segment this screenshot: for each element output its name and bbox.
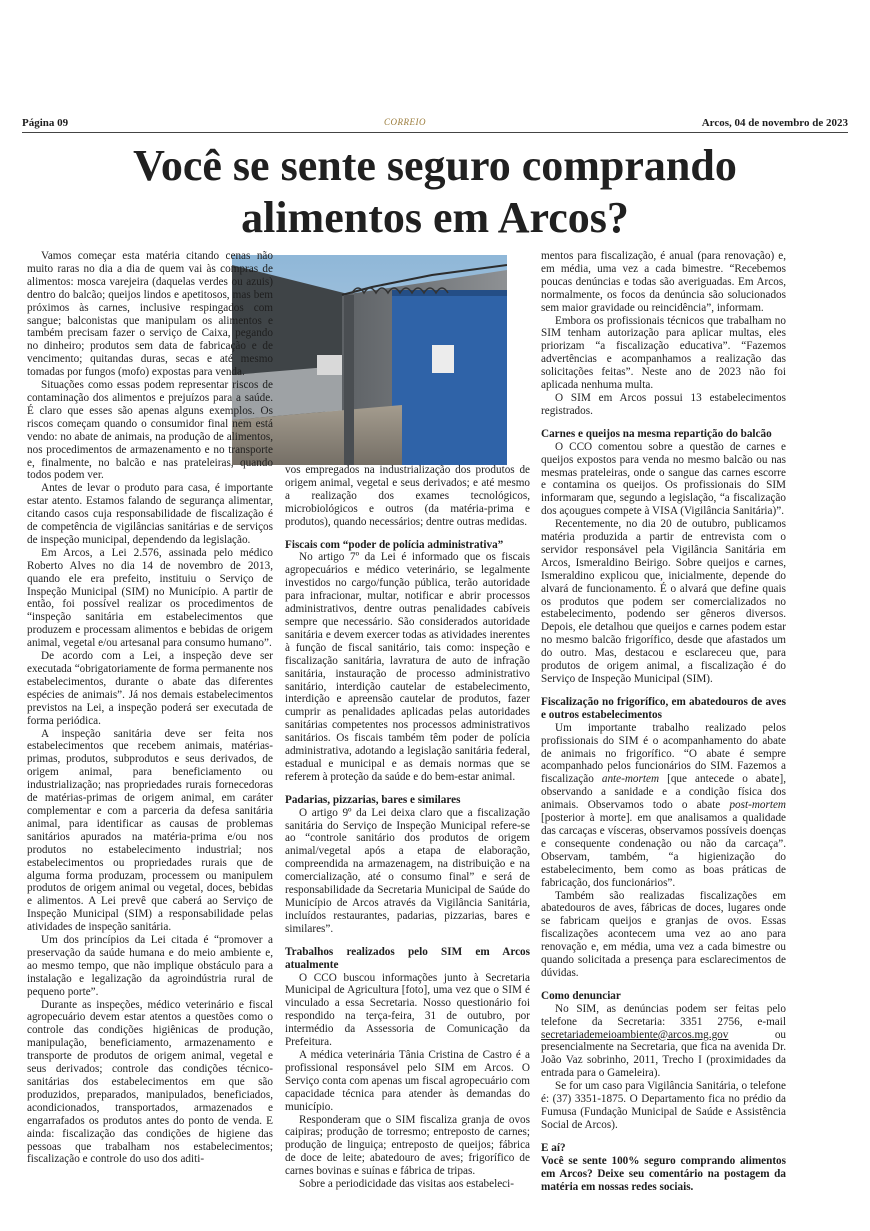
headline-line-2: alimentos em Arcos? <box>241 193 629 242</box>
paragraph <box>541 722 786 890</box>
paragraph <box>541 1003 786 1080</box>
paragraph: A inspeção sanitária deve ser feita nos estabelecimentos que recebem animais, matérias-primas, produtos, subprodutos e seus derivados, de origem animal, para beneficiamento ou industrialização; nas propriedades rurais fornecedoras de matérias-primas de origem animal, em caráter complementar e com a parceria da defesa sanitária animal, para identificar as causas de problemas sanitários apurados na matéria-prima e/ou nos produtos no estabelecimento industrial; nos estabelecimentos ou propriedades rurais que de alguma forma produzam, processem ou manipulem produtos de origem animal ou vegetal, doces, bebidas e alimentos. A Lei prevê que caberá ao Serviço de Inspeção Municipal (SIM) a responsabilidade pelas atividades de inspeção sanitária. <box>27 727 273 934</box>
text-run: No SIM, as denúncias podem ser feitas pelo telefone da Secretaria: 3351 2756, e-mail <box>541 1002 786 1028</box>
section-heading: Trabalhos realizados pelo SIM em Arcos atualmente <box>285 945 530 971</box>
paragraph: Situações como essas podem representar riscos de contaminação dos alimentos e prejuízos para a saúde. É claro que esses são apenas alguns exemplos. Os riscos começam quando o consumidor final nem está vendo: no abate de animais, na produção de alimentos, nos procedimentos de armazenamento e no transporte e, finalmente, no balcão e nas prateleiras, quando todos podem ver. <box>27 379 273 482</box>
paragraph: vos empregados na industrialização dos produtos de origem animal, vegetal e seus derivados; e até mesmo a realização dos exames tecnológicos, microbiológicos e outros (da matéria-prima e produtos), quando necessários; dentre outras medidas. <box>285 464 530 528</box>
paragraph: O SIM em Arcos possui 13 estabelecimentos registrados. <box>541 391 786 417</box>
paragraph: Um dos princípios da Lei citada é “promover a preservação da saúde humana e do meio ambiente e, ao mesmo tempo, que não implique obstáculo para a instalação e legalização da agroindústria rural de pequeno porte”. <box>27 934 273 998</box>
section-heading: Como denunciar <box>541 989 621 1002</box>
paragraph: Em Arcos, a Lei 2.576, assinada pelo médico Roberto Alves no dia 14 de novembro de 2013, quando ele era prefeito, instituiu o Serviço de Inspeção Municipal (SIM) no Município. A partir de então, foi possível realizar os procedimentos de “inspeção sanitária em estabelecimentos que produzem e processam alimentos e bebidas de origem animal, vegetal e/ou artesanal para consumo humano”. <box>27 546 273 650</box>
column-1 <box>27 250 273 1166</box>
paragraph: O CCO buscou informações junto à Secretaria Municipal de Agricultura [foto], uma vez que o SIM é vinculado a essa Secretaria. Nosso questionário foi respondido na terça-feira, 31 de outubro, por intermédio da Assessoria de Comunicação da Prefeitura. <box>285 971 530 1049</box>
italic-term: ante-mortem <box>601 773 660 786</box>
page-number: Página 09 <box>22 117 69 129</box>
section-heading: Padarias, pizzarias, bares e similares <box>285 793 461 806</box>
text-run: Um importante trabalho realizado pelos profissionais do SIM é o acompanhamento do abate de animais no frigorífico. “O abate é sempre acompanhado pelos funcionários do SIM. Fazemos a fiscalização <box>541 721 786 786</box>
section-heading: Carnes e queijos na mesma repartição do balcão <box>541 427 772 440</box>
email-link[interactable]: secretariademeioambiente@arcos.mg.gov <box>541 1028 729 1041</box>
paragraph: Recentemente, no dia 20 de outubro, publicamos matéria produzida a partir de entrevista com o servidor responsável pela Vigilância Sanitária em Arcos, Ismeraldino Beirigo. Sobre queijos e carnes, Ismeraldino explicou que, inicialmente, depende do alvará de funcionamento. É o alvará que define quais os produtos que podem ser comercializados no estabelecimento, podendo ser gêneros diversos. Depois, ele detalhou que queijos e carnes podem estar no mesmo balcão frigorífico, desde que afastados um do outro. Mas, destacou e esclareceu que, para produtos de origem animal, a fiscalização é do Serviço de Inspeção Municipal (SIM). <box>541 518 786 685</box>
issue-date: Arcos, 04 de novembro de 2023 <box>701 117 848 129</box>
paragraph: Responderam que o SIM fiscaliza granja de ovos caipiras; produção de torresmo; entreposto de carnes; produção de linguiça; entreposto de queijos; fábrica de doce de leite; abatedouro de aves; frigorífico de carnes bovinas e suínas e fábrica de tripas. <box>285 1113 530 1178</box>
headline <box>60 140 810 244</box>
text-run: ou presencialmente na Secretaria, que fica na avenida Dr. João Vaz sobrinho, 2011, Trecho I (proximidades da entrada para o Gameleira). <box>541 1028 786 1080</box>
newspaper-logo: CORREIO <box>384 117 426 127</box>
paragraph: mentos para fiscalização, é anual (para renovação) e, em média, uma vez a cada bimestre. “Recebemos poucas denúncias e todas são averiguadas. Em Arcos, normalmente, os focos da denúncia são solucionados sem maior gravidade ou reincidência”, informam. <box>541 250 786 314</box>
paragraph: Também são realizadas fiscalizações em abatedouros de aves, fábricas de doces, lugares onde se fabricam queijos e granjas de ovos. Essas fiscalizações acontecem uma vez ao ano para renovação e, em média, uma vez a cada bimestre ou quando solicitada a presença para esclarecimentos de dúvidas. <box>541 889 786 979</box>
article-photo <box>232 255 507 465</box>
text-run: [que antecede o abate], observando a sanidade e a condição física dos animais. Observamos todo o abate <box>541 773 786 812</box>
paragraph: Sobre a periodicidade das visitas aos estabeleci- <box>299 1178 514 1191</box>
headline-line-1: Você se sente seguro comprando <box>133 141 737 190</box>
column-2 <box>285 464 530 1191</box>
paragraph: De acordo com a Lei, a inspeção deve ser executada “obrigatoriamente de forma permanente nos estabelecimentos, durante o abate das diferentes espécies de animais”. Já nos demais estabelecimentos previstos na Lei, a inspeção poderá ser executada de forma periódica. <box>27 650 273 727</box>
paragraph: O artigo 9º da Lei deixa claro que a fiscalização sanitária do Serviço de Inspeção Municipal refere-se ao “controle sanitário dos produtos de origem animal/vegetal após a etapa de elaboração, compreendida na armazenagem, na distribuição e na comercialização, até o consumo final” e será de responsabilidade da Secretaria Municipal de Saúde do Município de Arcos através da Vigilância Sanitária, incluídos restaurantes, padarias, pizzarias, bares e similares”. <box>285 806 530 935</box>
section-heading: Fiscalização no frigorífico, em abatedouros de aves e outros estabelecimentos <box>541 695 786 721</box>
photo-illustration <box>232 255 507 465</box>
text-run: [posterior à morte]. em que analisamos a qualidade das carcaças e vísceras, observamos possíveis doenças e consequente condenação ou não da carcaça”. Observam, também, “a higienização do estabelecimento, bem como as boas práticas de fabricação, dos funcionários”. <box>541 812 786 889</box>
column-3 <box>541 250 786 1193</box>
paragraph: Durante as inspeções, médico veterinário e fiscal agropecuário devem estar atentos a questões como o controle das condições higiênicas de produção, manipulação, beneficiamento, armazenamento e transporte de produtos de origem animal, vegetal e seus derivados; controle das condições técnico-sanitárias dos estabelecimentos em que são produzidos, preparados, manipulados, beneficiados, acondicionados, transportados, armazenados e engarrafados os produtos antes do ponto de venda. E ainda: fiscalização das condições de higiene das pessoas que trabalham nos estabelecimentos; fiscalização e controle do uso dos aditi- <box>27 998 273 1166</box>
section-heading: E aí? <box>541 1141 566 1154</box>
page-header <box>22 117 848 133</box>
header-rule <box>22 132 848 133</box>
paragraph: O CCO comentou sobre a questão de carnes e queijos expostos para venda no mesmo balcão ou nas mesmas prateleiras, onde o sangue das carnes escorre e contamina os queijos. Os profissionais do SIM informaram que, segundo a legislação, “a fiscalização dos açougues compete à VISA (Vigilância Sanitária)”. <box>541 440 786 518</box>
section-heading: Fiscais com “poder de polícia administrativa” <box>285 538 504 551</box>
italic-term: post-mortem <box>729 799 786 812</box>
paragraph: No artigo 7º da Lei é informado que os fiscais agropecuários e médico veterinário, se legalmente investidos no cargo/função pública, terão autoridade para infracionar, multar, notificar e abrir processos administrativos, dentre outras penalidades cabíveis sempre que necessário. São considerados autoridade sanitária e devem exercer todas as atividades inerentes à função de fiscal sanitário, tais como: inspeção e fiscalização sanitária, lavratura de auto de infração sanitária, instauração de processo administrativo sanitário, interdição cautelar de estabelecimento, interdição e apreensão cautelar de produtos, fazer cumprir as penalidades aplicadas pelas autoridades sanitárias competentes nos processos administrativos sanitários. Os fiscais também têm poder de polícia administrativa, adotando a legislação sanitária federal, estadual e municipal e as demais normas que se referem à proteção da saúde e do bem-estar animal. <box>285 551 530 783</box>
paragraph: Embora os profissionais técnicos que trabalham no SIM tenham autorização para aplicar multas, eles priorizam “a fiscalização educativa”. “Fazemos advertências e acompanhamos a realização das solicitações feitas”. Neste ano de 2023 não foi aplicada nenhuma multa. <box>541 314 786 392</box>
closing-question: Você se sente 100% seguro comprando alimentos em Arcos? Deixe seu comentário na postagem da matéria em nossas redes sociais. <box>541 1154 786 1193</box>
paragraph: Se for um caso para Vigilância Sanitária, o telefone é: (37) 3351-1875. O Departamento fica no prédio da Fumusa (Fundação Municipal de Saúde e Assistência Social de Arcos). <box>541 1080 786 1131</box>
paragraph: Antes de levar o produto para casa, é importante estar atento. Estamos falando de segurança alimentar, citando casos cuja responsabilidade de fiscalização é de competência de vigilâncias sanitárias e de serviços de inspeção municipal, dependendo da legislação. <box>27 482 273 546</box>
paragraph: A médica veterinária Tânia Cristina de Castro é a profissional responsável pelo SIM em Arcos. O Serviço conta com apenas um fiscal agropecuário com capacidade técnica para atender às demandas do município. <box>285 1048 530 1113</box>
paragraph: Vamos começar esta matéria citando cenas não muito raras no dia a dia de quem vai às compras de alimentos: mosca varejeira (daquelas verdes ou azuis) dentro do balcão; queijos lindos e apetitosos, mas bem próximos às carnes, inclusive respingados com sangue; balconistas que manipulam os alimentos e também precisam fazer o serviço de Caixa, pegando no dinheiro; produtos sem data de fabricação e de vencimento; quitandas duras, secas e até mesmo tomadas por fungos (mofo) expostas para venda. <box>27 250 273 379</box>
